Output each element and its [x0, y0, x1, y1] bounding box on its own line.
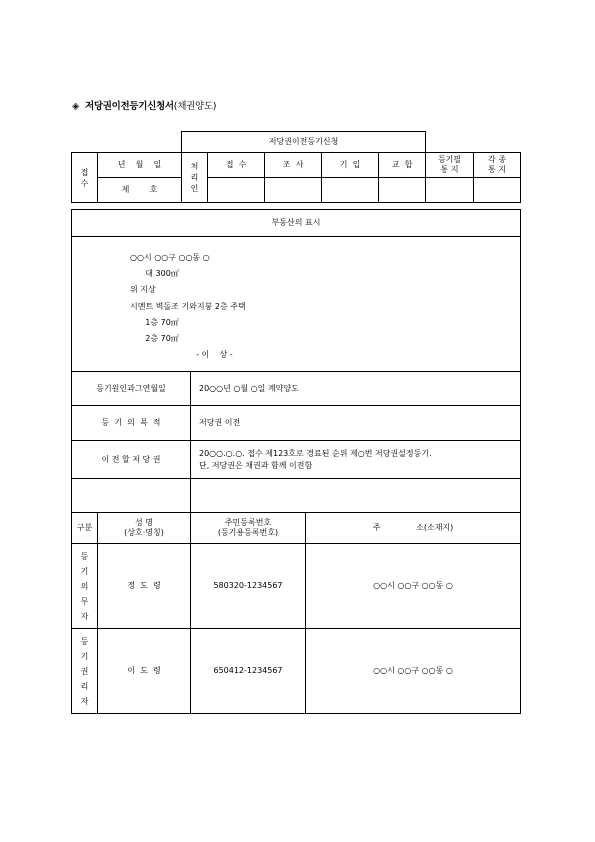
property-line: - 이 상 - — [130, 350, 233, 360]
col-giip: 기 입 — [322, 153, 379, 178]
party-address: ○○시 ○○구 ○○동 ○ — [306, 544, 521, 629]
purpose-value: 저당권 이전 — [191, 406, 521, 441]
party-id: 650412-1234567 — [191, 629, 306, 714]
cause-value: 20○○년 ○월 ○일 계약양도 — [191, 372, 521, 406]
title-main: 저당권이전등기신청서 — [85, 101, 174, 112]
cell-gakjong-blank — [474, 178, 521, 203]
col-date: 년 월 일 — [98, 153, 182, 178]
col-gubun: 구분 — [72, 513, 98, 544]
document-title — [72, 98, 216, 112]
property-line: 위 지상 — [130, 285, 156, 295]
party-address: ○○시 ○○구 ○○동 ○ — [306, 629, 521, 714]
property-line: 시멘트 벽돌조 기와지붕 2층 주택 — [130, 301, 246, 311]
party-role: 등 기 의 무 자 — [72, 544, 98, 629]
cause-label: 등기원인과그연월일 — [72, 372, 191, 406]
property-line: ○○시 ○○구 ○○동 ○ — [130, 253, 210, 262]
mortgage-line-1: 20○○.○.○. 접수 제123호로 경료된 순위 제○번 저당권설정등기. — [199, 448, 432, 458]
mortgage-line-2: 단, 저당권은 채권과 함께 이전함 — [199, 460, 313, 470]
blank-value — [191, 479, 521, 513]
col-gyohap: 교 합 — [379, 153, 426, 178]
property-header: 부동산의 표시 — [72, 210, 521, 237]
property-line: 2층 70㎡ — [130, 334, 179, 344]
party-id: 580320-1234567 — [191, 544, 306, 629]
col-cheori: 처 리 인 — [182, 153, 208, 203]
mortgage-value — [191, 441, 521, 479]
property-line: 1층 70㎡ — [130, 317, 179, 327]
cell-jeopsu-blank — [208, 178, 265, 203]
party-name: 이 도 령 — [98, 629, 191, 714]
col-josa: 조 사 — [265, 153, 322, 178]
mortgage-label: 이 전 할 저 당 권 — [72, 441, 191, 479]
col-jeopsu: 접 수 — [72, 153, 98, 203]
purpose-label: 등 기 의 목 적 — [72, 406, 191, 441]
cell-giip-blank — [322, 178, 379, 203]
cell-deunggipil-blank — [426, 178, 474, 203]
application-table — [71, 209, 521, 714]
party-role: 등 기 권 리 자 — [72, 629, 98, 714]
col-name: 성 명 (상호·명칭) — [98, 513, 191, 544]
col-jeopsu2: 접 수 — [208, 153, 265, 178]
party-row — [72, 544, 521, 629]
diamond-bullet-icon: ◈ — [72, 101, 80, 112]
property-line: 대 300㎡ — [130, 269, 179, 279]
col-number: 제 호 — [98, 178, 182, 203]
col-address: 주 소(소재지) — [306, 513, 521, 544]
party-row — [72, 629, 521, 714]
col-id: 주민등록번호 (등기용등록번호) — [191, 513, 306, 544]
title-suffix: (채권양도) — [173, 101, 217, 112]
party-name: 정 도 령 — [98, 544, 191, 629]
col-gakjong: 각 종 통 지 — [474, 153, 521, 178]
property-description — [72, 237, 521, 372]
col-deunggipil: 등기필 통 지 — [426, 153, 474, 178]
cell-gyohap-blank — [379, 178, 426, 203]
reception-table — [71, 131, 521, 203]
blank-label — [72, 479, 191, 513]
cell-josa-blank — [265, 178, 322, 203]
group-title: 저당권이전등기신청 — [182, 132, 426, 153]
